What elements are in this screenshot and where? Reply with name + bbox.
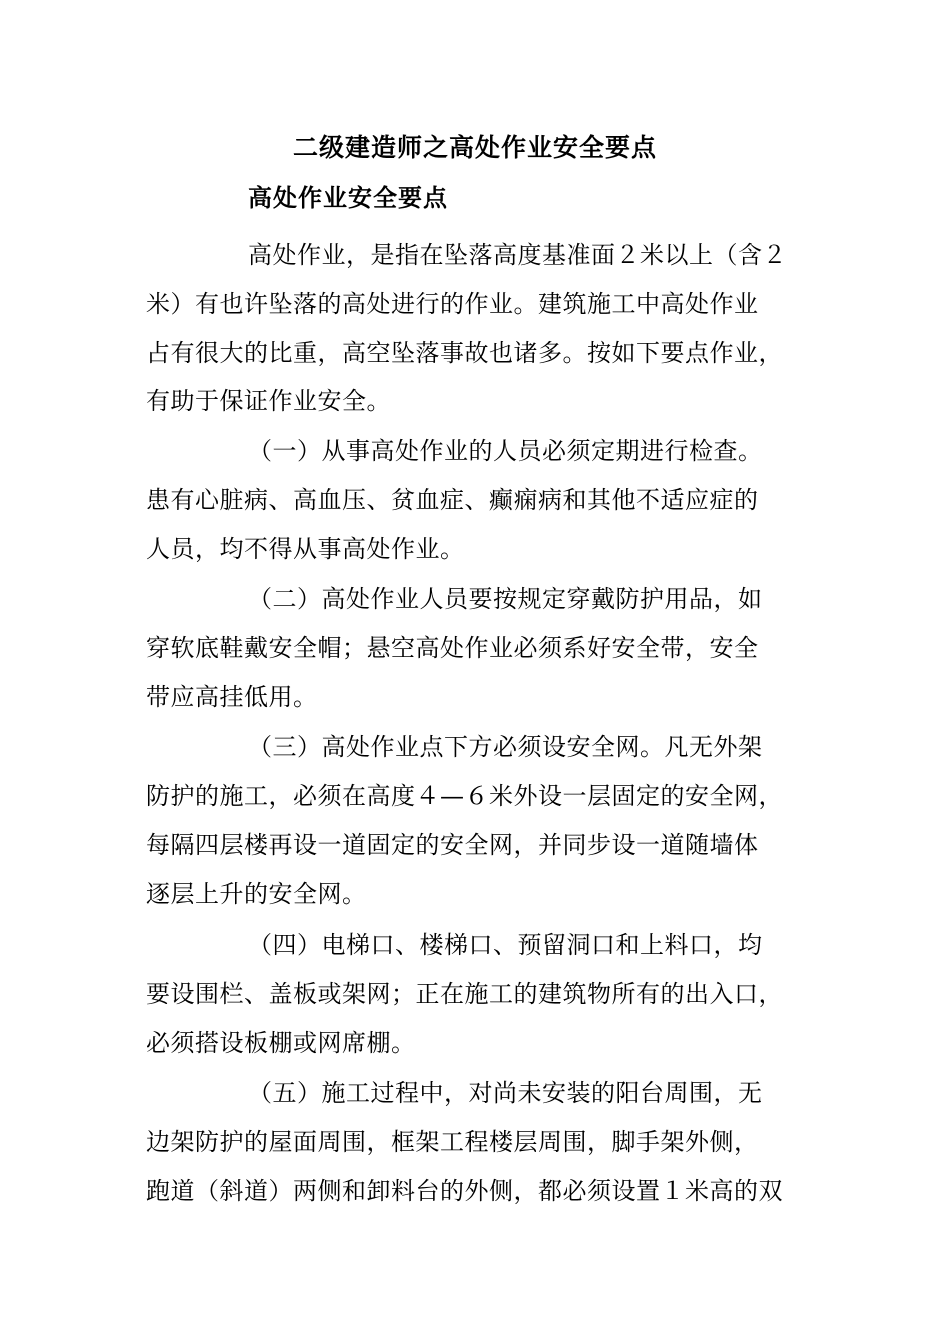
paragraph-line: （五）施工过程中，对尚未安装的阳台周围，无: [248, 1079, 763, 1107]
paragraph-line: 逐层上升的安全网。: [146, 880, 367, 908]
paragraph-line: 人员，均不得从事高处作业。: [146, 535, 465, 563]
paragraph-line: （四）电梯口、楼梯口、预留洞口和上料口，均: [248, 931, 763, 959]
paragraph-line: 穿软底鞋戴安全帽；悬空高处作业必须系好安全带，安全: [146, 634, 759, 662]
paragraph-line: 每隔四层楼再设一道固定的安全网，并同步设一道随墙体: [146, 831, 759, 859]
paragraph-line: 要设围栏、盖板或架网；正在施工的建筑物所有的出入口，: [146, 980, 783, 1008]
paragraph-line: 患有心脏病、高血压、贫血症、癫痫病和其他不适应症的: [146, 486, 759, 514]
paragraph-line: 有助于保证作业安全。: [146, 387, 391, 415]
section-heading: 高处作业安全要点: [248, 183, 448, 212]
paragraph-line: （三）高处作业点下方必须设安全网。凡无外架: [248, 733, 763, 761]
paragraph-line: 带应高挂低用。: [146, 683, 318, 711]
document-title: 二级建造师之高处作业安全要点: [292, 133, 657, 162]
paragraph-line: 必须搭设板棚或网席棚。: [146, 1029, 416, 1057]
paragraph-line: （一）从事高处作业的人员必须定期进行检查。: [248, 437, 763, 465]
paragraph-line: 跑道（斜道）两侧和卸料台的外侧，都必须设置１米高的双: [146, 1177, 783, 1205]
paragraph-line: 米）有也许坠落的高处进行的作业。建筑施工中高处作业: [146, 290, 759, 318]
paragraph-line: 防护的施工，必须在高度４—６米外设一层固定的安全网，: [146, 782, 783, 810]
paragraph-line: 占有很大的比重，高空坠落事故也诸多。按如下要点作业，: [146, 339, 783, 367]
paragraph-line: 高处作业，是指在坠落高度基准面２米以上（含２: [248, 241, 787, 269]
paragraph-line: （二）高处作业人员要按规定穿戴防护用品，如: [248, 585, 763, 613]
paragraph-line: 边架防护的屋面周围，框架工程楼层周围，脚手架外侧，: [146, 1128, 759, 1156]
